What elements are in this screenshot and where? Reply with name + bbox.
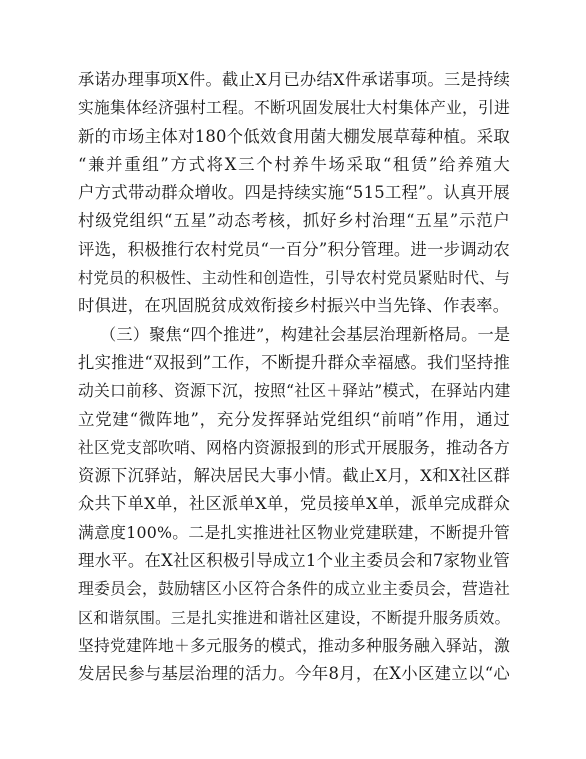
text-line: 理水平。在X社区积极引导成立1个业主委员会和7家物业管 — [78, 551, 510, 571]
paragraph-heading-line: （三）聚焦“四个推进”，构建社会基层治理新格局。一是 — [100, 324, 511, 344]
text-line: 动关口前移、资源下沉，按照“社区＋驿站”模式，在驿站内建 — [78, 381, 511, 401]
text-line: 众共下单X单，社区派单X单，党员接单X单，派单完成群众 — [78, 494, 510, 514]
text-line: 户方式带动群众增收。四是持续实施“515工程”。认真开展 — [78, 183, 510, 203]
text-line: 评选，积极推行农村党员“一百分”积分管理。进一步调动农 — [78, 239, 510, 259]
text-line: 时俱进，在巩固脱贫成效衔接乡村振兴中当先锋、作表率。 — [78, 296, 510, 316]
text-line: 立党建“微阵地”，充分发挥驿站党组织“前哨”作用，通过 — [78, 409, 510, 429]
text-line: 坚持党建阵地＋多元服务的模式，推动多种服务融入驿站，激 — [78, 635, 510, 655]
text-line: 实施集体经济强村工程。不断巩固发展壮大村集体产业，引进 — [78, 98, 510, 118]
text-line: 社区党支部吹哨、网格内资源报到的形式开展服务，推动各方 — [78, 437, 510, 457]
text-line: 满意度100%。二是扎实推进社区物业党建联建，不断提升管 — [78, 522, 510, 542]
text-line: 村党员的积极性、主动性和创造性，引导农村党员紧贴时代、与 — [78, 269, 510, 288]
body-text — [78, 66, 510, 689]
text-line: 资源下沉驿站，解决居民大事小情。截止X月，X和X社区群 — [78, 466, 510, 486]
text-line: 扎实推进“双报到”工作，不断提升群众幸福感。我们坚持推 — [78, 352, 510, 372]
text-line: “兼并重组”方式将X三个村养牛场采取“租赁”给养殖大 — [78, 154, 510, 174]
text-line: 区和谐氛围。三是扎实推进和谐社区建设，不断提升服务质效。 — [78, 608, 510, 627]
text-line: 新的市场主体对180个低效食用菌大棚发展草莓种植。采取 — [78, 126, 510, 146]
text-line: 村级党组织“五星”动态考核，抓好乡村治理“五星”示范户 — [78, 211, 510, 231]
text-line: 发居民参与基层治理的活力。今年8月，在X小区建立以“心 — [78, 664, 510, 684]
text-line: 理委员会，鼓励辖区小区符合条件的成立业主委员会，营造社 — [78, 579, 510, 599]
text-line: 承诺办理事项X件。截止X月已办结X件承诺事项。三是持续 — [78, 70, 510, 89]
